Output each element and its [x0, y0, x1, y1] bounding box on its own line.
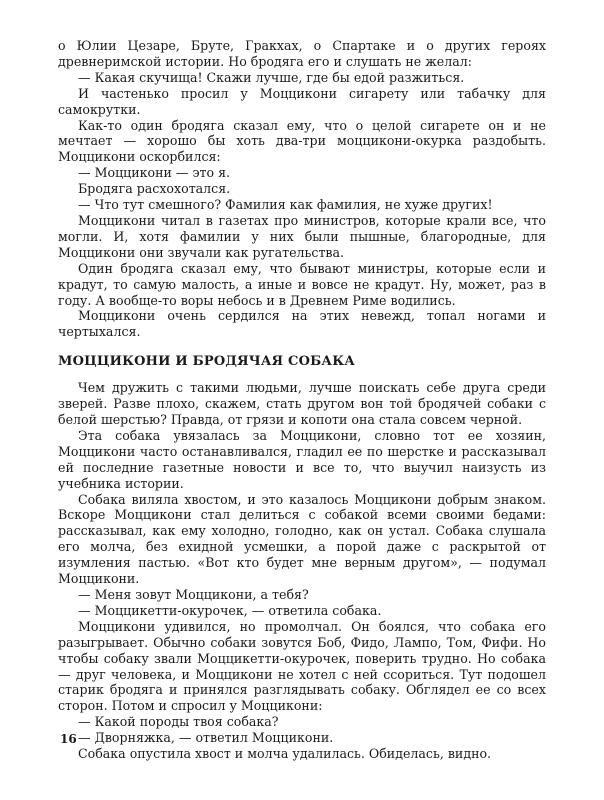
dialogue-line: — Моццикетти-окурочек, — ответила собака. [78, 602, 382, 618]
paragraph: Как-то один бродяга сказал ему, что о целой сигарете он и не мечтает — хорошо бы хоть два-три моццикони-окурка раздобыть. Моццикони оскорбился: [58, 117, 546, 165]
dialogue-line: — Меня зовут Моццикони, а тебя? [78, 587, 309, 602]
dialogue-line: — Какой породы твоя собака? [78, 714, 279, 730]
paragraph-continued: о Юлии Цезаре, Бруте, Гракхах, о Спартаке и о других героях древнеримской истории. Но бродяга его и слушать не желал: [58, 38, 546, 69]
paragraph: Моццикони читал в газетах про министров, которые крали все, что могли. И, хотя фамилии у них были пышные, благородные, для Моццикони они звучали как ругательства. [58, 212, 546, 260]
dialogue-line: — Моццикони — это я. [78, 165, 231, 181]
dialogue-line: — Какая скучища! Скажи лучше, где бы едой разжиться. [78, 69, 465, 85]
paragraph: Собака виляла хвостом, и это казалось Моццикони добрым знаком. Вскоре Моццикони стал делиться с собакой всеми своими бедами: рассказывал, как ему холодно, голодно, как он устал. Собака слушала его молча, без ехидной усмешки, а порой даже с раскрытой от изумления пастью. «Вот кто будет мне верным другом», — подумал Моццикони. [58, 491, 546, 587]
dialogue-line: — Дворняжка, — ответил Моццикони. [78, 730, 334, 746]
page-number: 16 [60, 732, 77, 746]
paragraph: Собака опустила хвост и молча удалилась. Обиделась, видно. [78, 746, 492, 762]
paragraph: И частенько просил у Моццикони сигарету или табачку для самокрутки. [58, 85, 546, 117]
paragraph: Эта собака увязалась за Моццикони, словно тот ее хозяин, Моццикони часто останавливался, гладил ее по шерстке и рассказывал ей последние газетные новости и все то, что выучил наизусть из учебника истории. [58, 427, 546, 491]
page-body [58, 38, 546, 762]
paragraph: Чем дружить с такими людьми, лучше поискать себе друга среди зверей. Разве плохо, скажем, стать другом вон той бродячей собаки с белой шерстью? Правда, от грязи и копоти она стала совсем черной. [58, 380, 546, 428]
dialogue-line: — Что тут смешного? Фамилия как фамилия, не хуже других! [78, 197, 493, 213]
paragraph: Моццикони очень сердился на этих невежд, топал ногами и чертыхался. [58, 308, 546, 340]
paragraph: Один бродяга сказал ему, что бывают министры, которые если и крадут, то самую малость, а иные и вовсе не крадут. Ну, может, раз в году. А вообще-то воры небось и в Древнем Риме водились. [58, 260, 546, 308]
paragraph: Бродяга расхохотался. [78, 181, 231, 197]
paragraph: Моццикони удивился, но промолчал. Он боялся, что собака его разыгрывает. Обычно собаки зовутся Боб, Фидо, Лампо, Том, Фифи. Но чтобы собаку звали Моццикетти-окурочек, поверить трудно. Но собака — друг человека, и Моццикони не хотел с ней ссориться. Тут подошел старик бродяга и принялся разглядывать собаку. Обглядел ее со всех сторон. Потом и спросил у Моццикони: [58, 618, 546, 714]
chapter-heading: МОЦЦИКОНИ И БРОДЯЧАЯ СОБАКА [58, 354, 356, 370]
